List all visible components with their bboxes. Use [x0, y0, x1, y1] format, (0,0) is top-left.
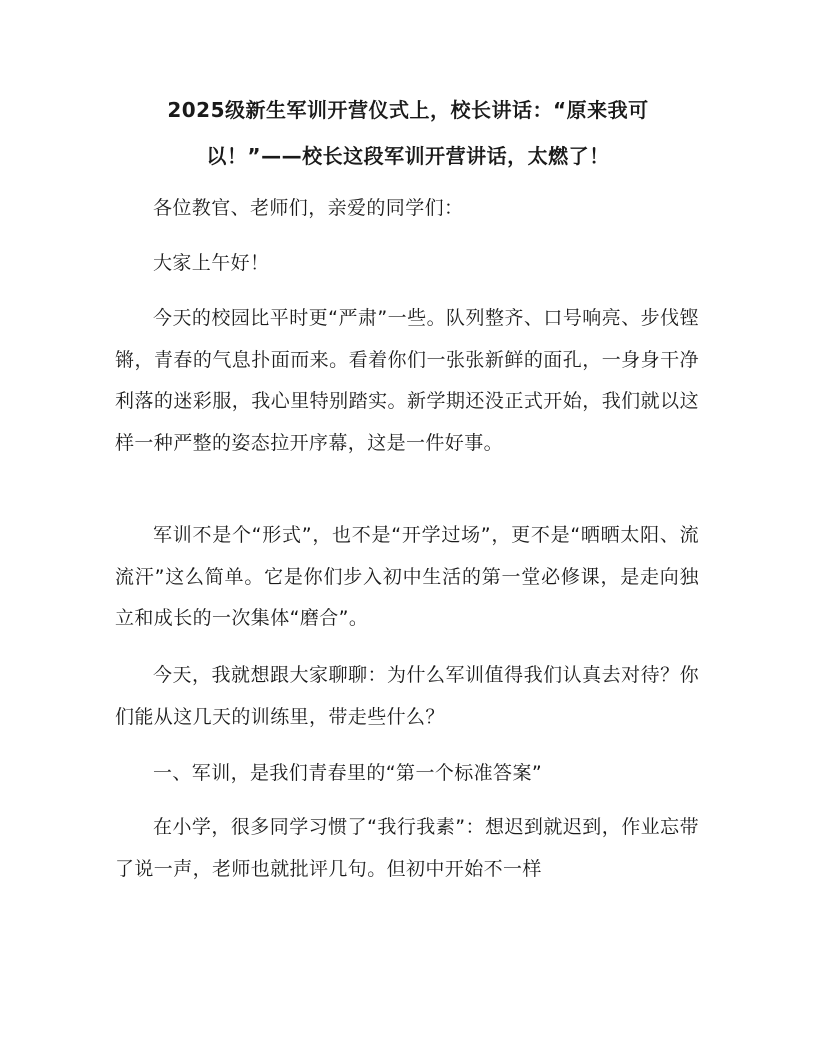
body-paragraph: 军训不是个“形式”，也不是“开学过场”，更不是“晒晒太阳、流流汗”这么简单。它是你们步入初中生活的第一堂必修课，是走向独立和成长的一次集体“磨合”。 — [115, 524, 699, 629]
body-paragraph: 今天，我就想跟大家聊聊：为什么军训值得我们认真去对待？你们能从这几天的训练里，带走些什么？ — [115, 664, 699, 728]
section-heading: 一、军训，是我们青春里的“第一个标准答案” — [153, 762, 543, 784]
salutation-paragraph: 各位教官、老师们，亲爱的同学们： — [153, 197, 464, 219]
document-title-line-2: 以！”——校长这段军训开营讲话，太燃了！ — [206, 144, 610, 168]
body-paragraph: 今天的校园比平时更“严肃”一些。队列整齐、口号响亮、步伐铿锵，青春的气息扑面而来。看着你们一张张新鲜的面孔，一身身干净利落的迷彩服，我心里特别踏实。新学期还没正式开始，我们就以这样一种严整的姿态拉开序幕，这是一件好事。 — [115, 307, 699, 454]
greeting-paragraph: 大家上午好！ — [153, 252, 270, 274]
body-paragraph: 在小学，很多同学习惯了“我行我素”：想迟到就迟到，作业忘带了说一声，老师也就批评几句。但初中开始不一样 — [115, 816, 699, 880]
document-title-line-1: 2025级新生军训开营仪式上，校长讲话：“原来我可 — [167, 98, 649, 122]
